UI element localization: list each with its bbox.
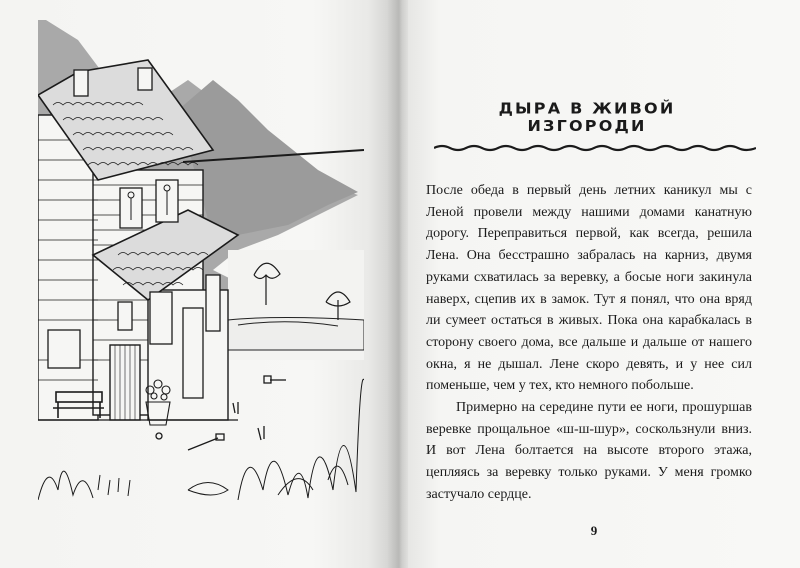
chapter-body: [426, 180, 752, 506]
chapter-title-rule: [434, 144, 756, 152]
page-number: 9: [590, 523, 598, 538]
paragraph: После обеда в первый день летних каникул мы с Леной провели между нашими домами канатную дорогу. Переправиться первой, как всегда, решила Лена. Она бесстрашно забралась на карниз, двумя руками схватилась за веревку, а босые ноги закинула наверх, сцепив их в замок. Тут я понял, что она вряд ли сумеет остаться в живых. Пока она карабкалась в сторону своего дома, все дальше и дальше от нашего окна, я не дышал. Лене скоро девять, и у нее сил поменьше, чем у тех, кто немного побольше.: [426, 183, 752, 394]
left-page: [0, 0, 392, 568]
house-illustration: [38, 20, 364, 500]
chimney: [138, 68, 152, 90]
side-door: [183, 308, 203, 398]
chimney: [74, 70, 88, 96]
paragraph: Примерно на середине пути ее ноги, прошуршав веревке прощальное «ш-ш-шур», соскользнули вниз. И вот Лена болтается на высоте второго этажа, цепляясь за веревку только руками. У меня громко застучало сердце.: [426, 400, 752, 502]
chapter-title: ДЫРА В ЖИВОЙ ИЗГОРОДИ: [498, 99, 676, 135]
